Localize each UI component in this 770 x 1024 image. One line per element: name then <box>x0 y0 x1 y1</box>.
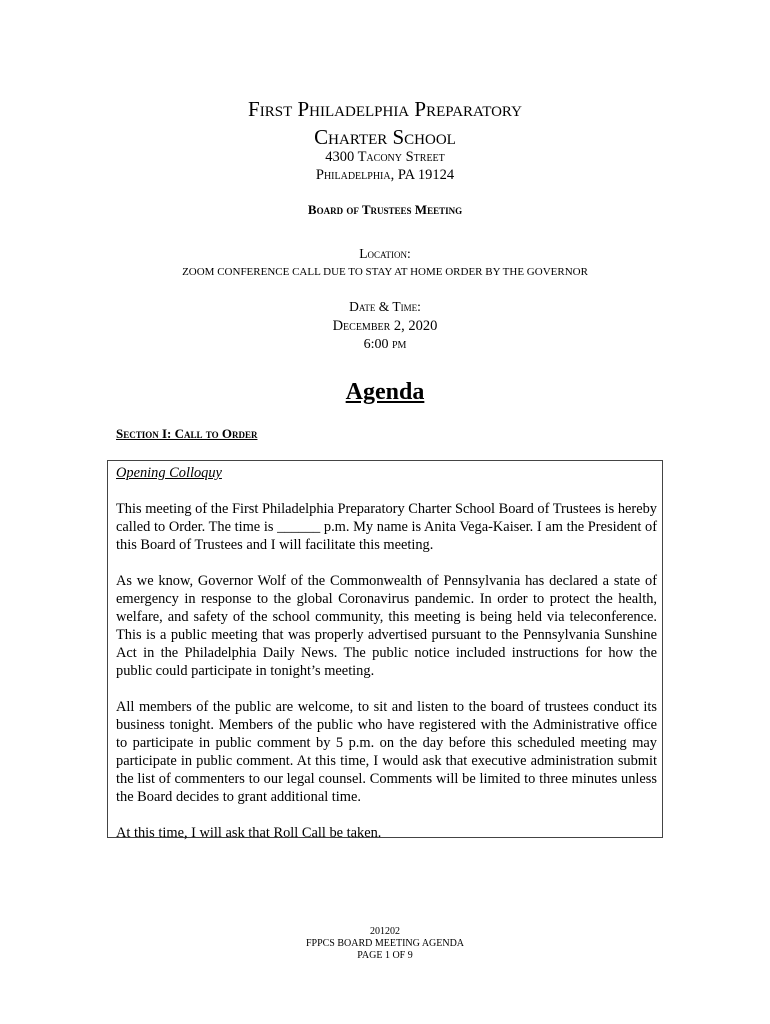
footer-doc-name: FPPCS BOARD MEETING AGENDA <box>305 938 465 949</box>
address-street: 4300 Tacony Street <box>325 149 445 165</box>
footer-code: 201202 <box>370 926 400 937</box>
school-name-line-2: Charter School <box>314 125 456 149</box>
location-label: Location: <box>359 246 411 261</box>
meeting-title: Board of Trustees Meeting <box>307 202 463 217</box>
datetime-label: Date & Time: <box>349 299 421 314</box>
paragraph: All members of the public are welcome, to sit and listen to the board of trustees conduct its business tonight. Members of the public who have registered with the Administrative office to participate in public comment by 5 p.m. on the day before this scheduled meeting may participate in public comment. At this time, I would ask that executive administration submit the list of commenters to our legal counsel. Comments will be limited to three minutes unless the Board decides to grant additional time. <box>116 699 657 805</box>
opening-colloquy-box <box>107 460 663 841</box>
footer-page-number: PAGE 1 OF 9 <box>357 950 413 961</box>
section-heading: Section I: Call to Order <box>116 426 258 441</box>
address-city: Philadelphia, PA 19124 <box>315 167 455 183</box>
paragraph: As we know, Governor Wolf of the Commonwealth of Pennsylvania has declared a state of emergency in response to the global Coronavirus pandemic. In order to protect the health, welfare, and safety of the school community, this meeting is being held via teleconference. This is a public meeting that was properly advertised pursuant to the Pennsylvania Sunshine Act in the Philadelphia Daily News. The public notice included instructions for how the public could participate in tonight’s meeting. <box>116 573 657 679</box>
paragraph: This meeting of the First Philadelphia Preparatory Charter School Board of Trustees is hereby called to Order. The time is ______ p.m. My name is Anita Vega-Kaiser. I am the President of this Board of Trustees and I will facilitate this meeting. <box>116 501 657 553</box>
meeting-time-value: 6:00 <box>363 337 389 352</box>
meeting-time-suffix: pm <box>391 337 407 352</box>
meeting-time <box>0 337 770 353</box>
box-title: Opening Colloquy <box>116 465 222 481</box>
school-name-line-1: First Philadelphia Preparatory <box>248 97 522 121</box>
location-value: ZOOM CONFERENCE CALL DUE TO STAY AT HOME ORDER BY THE GOVERNOR <box>182 266 588 278</box>
agenda-title: Agenda <box>345 379 425 405</box>
meeting-date: December 2, 2020 <box>332 318 438 334</box>
paragraph: At this time, I will ask that Roll Call be taken. <box>116 825 382 841</box>
